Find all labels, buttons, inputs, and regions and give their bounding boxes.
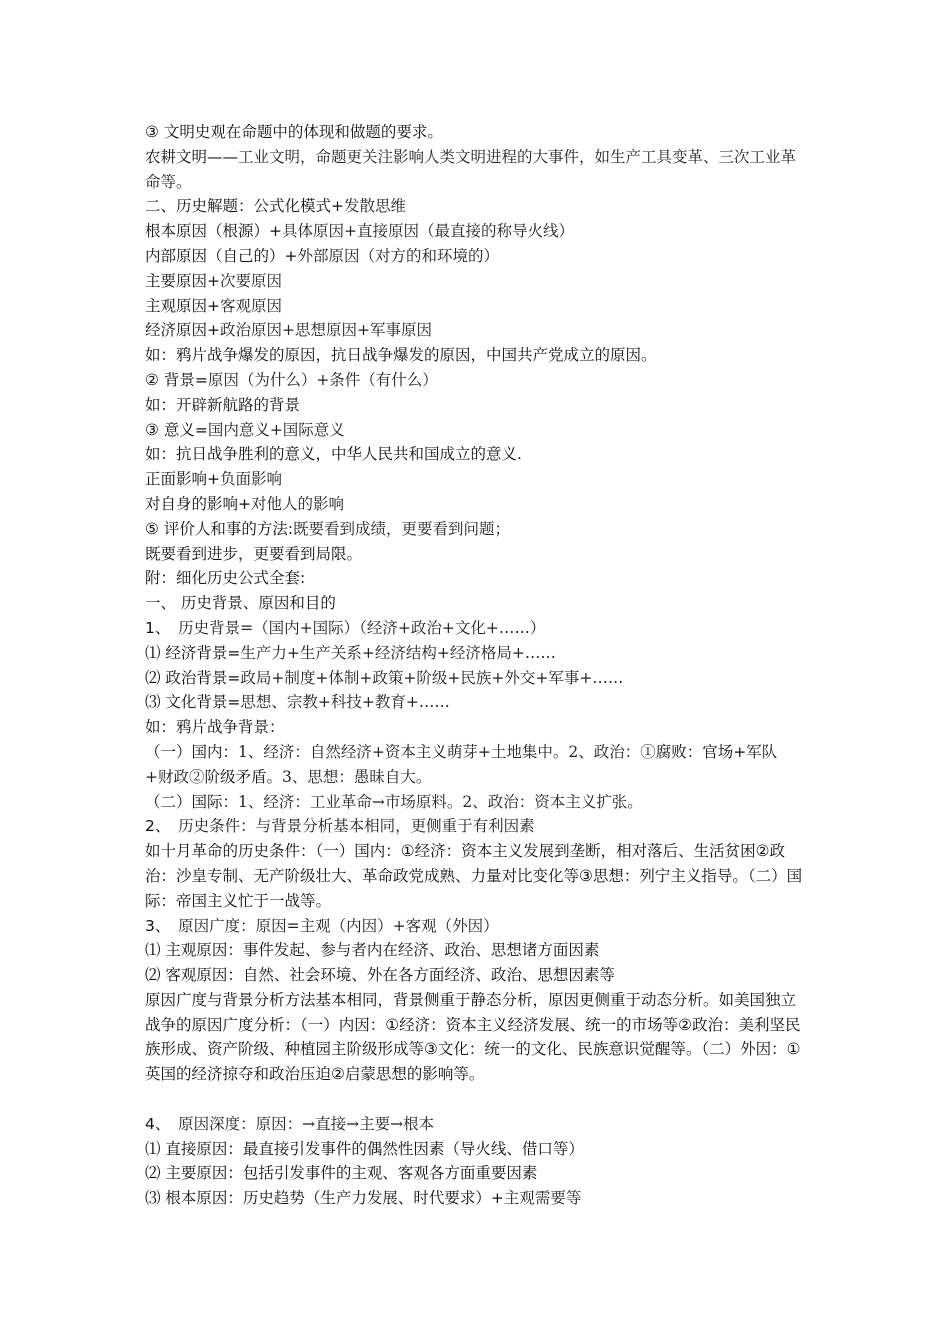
text-line <box>145 219 805 244</box>
body-text: 次要原因 <box>220 271 283 290</box>
text-line <box>145 120 805 145</box>
emphasis-text: （一）国内： <box>145 742 239 761</box>
body-text: 对他人的影响 <box>251 494 345 513</box>
text-line <box>145 963 805 988</box>
text-line <box>145 814 805 839</box>
text-line <box>145 715 805 740</box>
emphasis-text: ⑶ 文化背景= <box>145 693 241 712</box>
body-text: 生产力+生产关系+经济结构+经济格局+…… <box>240 643 556 662</box>
emphasis-text: 3、 <box>145 916 163 935</box>
emphasis-text: 如：鸦片战争背景： <box>145 718 285 737</box>
document-body <box>145 120 805 1211</box>
emphasis-text: 原因广度与背景分析方法基本相同，背景侧重于静态分析，原因更侧重于动态分析。如美国独立战争的原因广度分析：（一）内因：①经济：资本主义经济发展、统一的市场等②政治：美利坚民族形成、资产阶级、种植园主阶级形成等③文化：统一的文化、民族意识觉醒等。（二）外因：①英国的经济掠夺和政治压迫②启蒙思想的影响等。 <box>145 990 801 1084</box>
body-text: 历史背景=（国内+国际）（经济+政治+文化+……） <box>162 618 546 637</box>
text-line <box>145 666 805 691</box>
text-line <box>145 914 805 939</box>
emphasis-text: ② 背景= <box>145 370 208 389</box>
emphasis-text: 阶级矛盾。 <box>204 767 283 786</box>
emphasis-text: 如：鸦片战争爆发的原因，抗日战争爆发的原因，中国共产党成立的原因。 <box>145 346 657 365</box>
text-line <box>145 641 805 666</box>
body-text: 政局+制度+体制+政策+阶级+民族+外交+军事+…… <box>240 668 624 687</box>
text-line <box>145 194 805 219</box>
emphasis-text: 二、历史解题：公式化模式+ <box>145 197 344 216</box>
emphasis-text: 对自身的影响+ <box>145 494 251 513</box>
emphasis-text: 经济原因+ <box>145 321 220 340</box>
text-line <box>145 938 805 963</box>
body-text: 负面影响 <box>220 470 283 489</box>
body-text: 工业文明，命题更关注影响人类文明进程的大事件，如生产工具变革、三次工业革命等。 <box>145 147 797 191</box>
text-line <box>145 790 805 815</box>
emphasis-text: 腐败：官场+ <box>655 742 747 761</box>
text-line <box>145 269 805 294</box>
text-line <box>145 294 805 319</box>
text-line <box>145 566 805 591</box>
text-line <box>145 393 805 418</box>
text-line <box>145 740 805 790</box>
emphasis-text: 既要看到进步，更要看到局限。 <box>145 544 363 563</box>
text-line <box>145 988 805 1087</box>
emphasis-text: 正面影响+ <box>145 470 220 489</box>
emphasis-text: 附：细化历史公式全套: <box>145 569 306 588</box>
text-line <box>145 591 805 616</box>
body-text: 国内意义+国际意义 <box>207 420 345 439</box>
text-line <box>145 517 805 542</box>
text-line <box>145 616 805 641</box>
text-line <box>145 145 805 195</box>
text-line <box>145 244 805 269</box>
text-line <box>145 839 805 913</box>
body-text: 原因广度：原因=主观（内因）+客观（外因） <box>162 916 499 935</box>
emphasis-text: ⑵ 主要原因：包括引发事件的主观、客观各方面重要因素 <box>145 1164 538 1183</box>
emphasis-text: ⑴ 主观原因：事件发起、参与者内在经济、政治、思想诸方面因素 <box>145 941 600 960</box>
body-text: 发散思维 <box>344 197 407 216</box>
body-text: 政治原因+思想原因+军事原因 <box>220 321 432 340</box>
emphasis-text: 2、 <box>145 817 163 836</box>
body-text: 原因深度：原因：→直接→主要→根本 <box>162 1114 435 1133</box>
body-text: 既要看到成绩，更要看到问题； <box>293 519 511 538</box>
emphasis-text: ⑴ 经济背景= <box>145 643 241 662</box>
text-line <box>145 542 805 567</box>
emphasis-text: 主要原因+ <box>145 271 220 290</box>
emphasis-text: ⑵ 政治背景= <box>145 668 241 687</box>
emphasis-text: 主观原因+ <box>145 296 220 315</box>
body-text: 思想、宗教+科技+教育+…… <box>240 693 450 712</box>
body-text: 1、经济：工业革命→市场原料。2、政治：资本主义扩张。 <box>238 792 643 811</box>
emphasis-text: ③ 文明史观在命题中的体现和做题的要求。 <box>145 123 443 141</box>
emphasis-text: ⑶ 根本原因：历史趋势（生产力发展、时代要求）+ <box>145 1189 504 1208</box>
body-text: 原因（为什么）+条件（有什么） <box>207 370 438 389</box>
body-text: 主观需要等 <box>503 1189 582 1208</box>
body-text: 1、经济：自然经济+资本主义萌芽+土地集中。2、政治：① <box>238 742 656 761</box>
text-line <box>145 1186 805 1211</box>
text-line <box>145 492 805 517</box>
emphasis-text: 根本原因（根源）+ <box>145 222 282 241</box>
emphasis-text: 4、 <box>145 1114 163 1133</box>
emphasis-text: 如十月革命的历史条件：（一）国内：①经济：资本主义发展到垄断，相对落后、生活贫困②政治：沙皇专制、无产阶级壮大、革命政党成熟、力量对比变化等③思想：列宁主义指导。（二）国际：帝国主义忙于一战等。 <box>145 842 803 910</box>
body-text: 具体原因+直接原因（最直接的称导火线） <box>282 222 574 241</box>
text-line <box>145 467 805 492</box>
text-line <box>145 418 805 443</box>
text-line <box>145 1112 805 1137</box>
emphasis-text: 一、 历史背景、原因和目的 <box>145 594 336 613</box>
emphasis-text: 如：抗日战争胜利的意义，中华人民共和国成立的意义. <box>145 445 522 464</box>
emphasis-text: 内部原因（自己的）+ <box>145 246 298 265</box>
emphasis-text: ⑵ 客观原因：自然、社会环境、外在各方面经济、政治、思想因素等 <box>145 966 615 985</box>
emphasis-text: 1、 <box>145 618 163 637</box>
text-line <box>145 368 805 393</box>
text-line <box>145 343 805 368</box>
text-line <box>145 690 805 715</box>
body-text: 外部原因（对方的和环境的） <box>297 246 500 265</box>
emphasis-text: ⑤ 评价人和事的方法: <box>145 519 294 538</box>
text-line <box>145 1161 805 1186</box>
blank-line <box>145 1087 805 1112</box>
emphasis-text: ③ 意义= <box>145 420 208 439</box>
body-text: 3、思想：愚昧自大。 <box>282 767 432 786</box>
body-text: 客观原因 <box>220 296 283 315</box>
text-line <box>145 318 805 343</box>
emphasis-text: ⑴ 直接原因：最直接引发事件的偶然性因素（导火线、借口等） <box>145 1139 584 1158</box>
body-text: 历史条件：与背景分析基本相同，更侧重于有利因素 <box>162 817 535 836</box>
emphasis-text: （二）国际： <box>145 792 239 811</box>
emphasis-text: 如：开辟新航路的背景 <box>145 395 301 414</box>
text-line <box>145 442 805 467</box>
body-text: 军队+财政② <box>145 742 778 786</box>
emphasis-text: 农耕文明—— <box>145 147 239 166</box>
text-line <box>145 1137 805 1162</box>
